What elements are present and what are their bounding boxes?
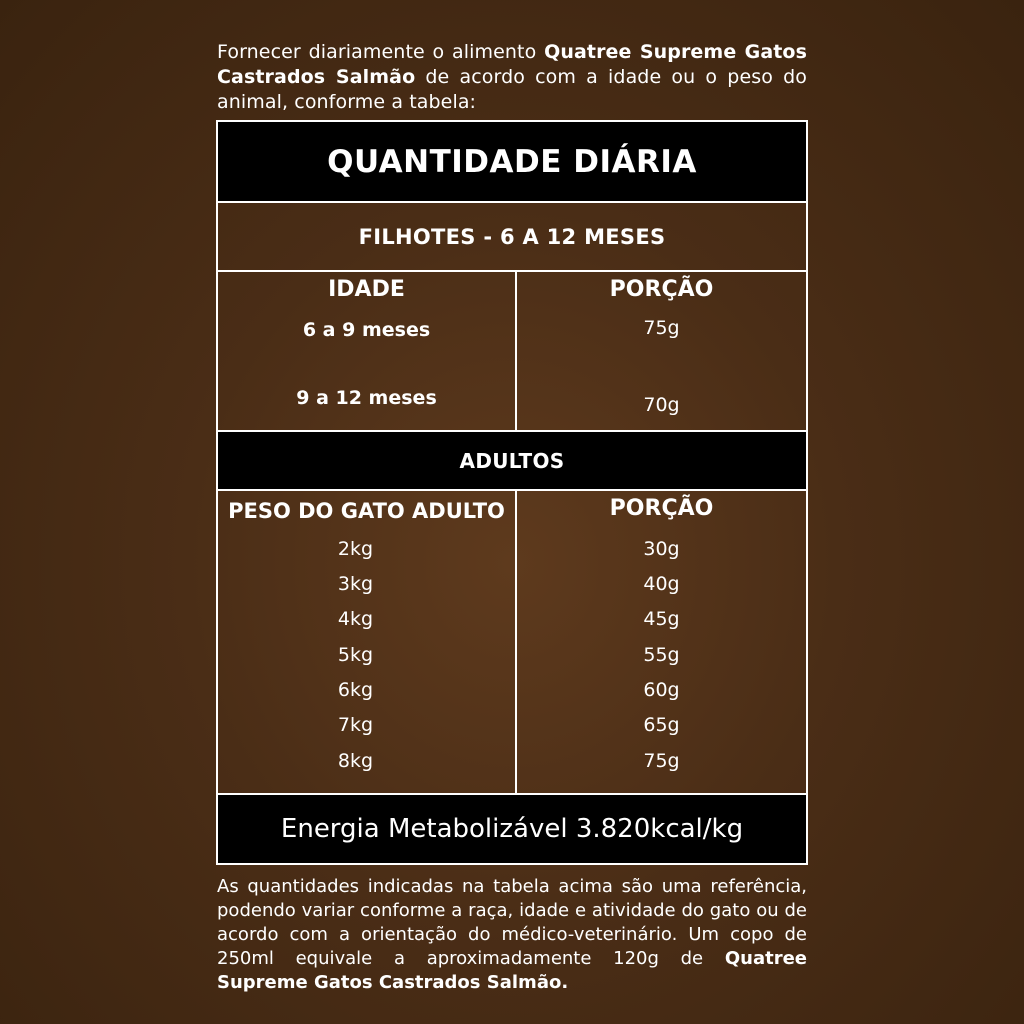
adults-portion-cell: 30g	[643, 538, 680, 560]
intro-prefix: Fornecer diariamente o alimento	[217, 41, 545, 63]
adults-weight-cell: 5kg	[337, 644, 374, 666]
adults-weight-cell: 8kg	[337, 750, 374, 772]
intro-product: Quatree Supreme Gatos Castrados Salmão	[217, 41, 807, 88]
adults-weight-cell: 6kg	[337, 679, 374, 701]
adults-weight-cell: 4kg	[337, 608, 374, 630]
adults-portion-header: PORÇÃO	[609, 496, 714, 521]
puppies-age-header: IDADE	[328, 277, 405, 302]
intro-text	[217, 40, 807, 115]
intro-suffix: de acordo com a idade ou o peso do animal, conforme a tabela:	[217, 66, 808, 113]
adults-section-title: ADULTOS	[218, 432, 806, 489]
adults-weight-cell: 3kg	[337, 573, 374, 595]
adults-portion-cell: 40g	[643, 573, 680, 595]
puppies-portion-header: PORÇÃO	[609, 277, 714, 302]
puppies-age-cell: 9 a 12 meses	[296, 387, 437, 409]
divider	[218, 489, 806, 491]
adults-portion-cell: 60g	[643, 679, 680, 701]
adults-weight-cell: 2kg	[337, 538, 374, 560]
adults-portion-cell: 55g	[643, 644, 680, 666]
puppies-portion-cell: 75g	[643, 317, 680, 339]
puppies-section-title: FILHOTES - 6 A 12 MESES	[358, 224, 666, 249]
footer-text: As quantidades indicadas na tabela acima são uma referência, podendo variar conforme a raça, idade e atividade do gato ou de acordo com a orientação do médico-veterinário. Um copo de 250ml equivale a aproximadamente 120g de	[217, 876, 807, 969]
adults-portion-cell: 45g	[643, 608, 680, 630]
puppies-portion-cell: 70g	[643, 394, 680, 416]
footer-product: Quatree Supreme Gatos Castrados Salmão.	[217, 948, 807, 993]
footer-note	[217, 875, 807, 995]
puppies-age-cell: 6 a 9 meses	[302, 319, 431, 341]
table-title: QUANTIDADE DIÁRIA	[218, 122, 806, 201]
adults-portion-cell: 75g	[643, 750, 680, 772]
adults-weight-header: PESO DO GATO ADULTO	[228, 499, 505, 523]
adults-weight-cell: 7kg	[337, 714, 374, 736]
divider	[218, 270, 806, 272]
adults-portion-cell: 65g	[643, 714, 680, 736]
feeding-table	[216, 120, 808, 865]
energy-value: Energia Metabolizável 3.820kcal/kg	[218, 795, 806, 863]
